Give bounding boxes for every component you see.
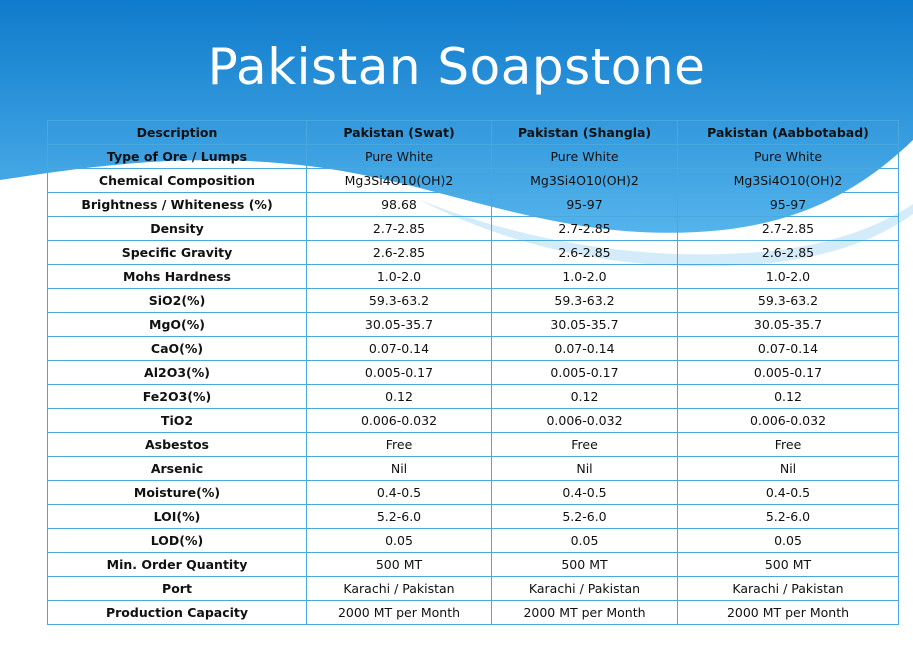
row-label: Moisture(%) (48, 481, 307, 505)
cell-aabbotabad: 2.7-2.85 (678, 217, 899, 241)
cell-shangla: 0.4-0.5 (492, 481, 678, 505)
cell-aabbotabad: 0.4-0.5 (678, 481, 899, 505)
table-row (48, 241, 899, 265)
cell-shangla: 95-97 (492, 193, 678, 217)
cell-swat: 98.68 (307, 193, 492, 217)
table-row (48, 265, 899, 289)
cell-aabbotabad: Mg3Si4O10(OH)2 (678, 169, 899, 193)
cell-shangla: 1.0-2.0 (492, 265, 678, 289)
cell-shangla: Mg3Si4O10(OH)2 (492, 169, 678, 193)
cell-swat: 0.05 (307, 529, 492, 553)
column-header-description: Description (48, 121, 307, 145)
table-row (48, 601, 899, 625)
cell-aabbotabad: Karachi / Pakistan (678, 577, 899, 601)
table-row (48, 313, 899, 337)
row-label: TiO2 (48, 409, 307, 433)
row-label: Type of Ore / Lumps (48, 145, 307, 169)
cell-swat: 2000 MT per Month (307, 601, 492, 625)
row-label: Min. Order Quantity (48, 553, 307, 577)
row-label: Fe2O3(%) (48, 385, 307, 409)
row-label: Al2O3(%) (48, 361, 307, 385)
table-row (48, 217, 899, 241)
table-row (48, 169, 899, 193)
cell-swat: 5.2-6.0 (307, 505, 492, 529)
column-header-aabbotabad: Pakistan (Aabbotabad) (678, 121, 899, 145)
row-label: Asbestos (48, 433, 307, 457)
cell-shangla: 0.05 (492, 529, 678, 553)
cell-aabbotabad: 30.05-35.7 (678, 313, 899, 337)
cell-swat: Pure White (307, 145, 492, 169)
row-label: Specific Gravity (48, 241, 307, 265)
row-label: SiO2(%) (48, 289, 307, 313)
specification-table (47, 120, 899, 625)
table-row (48, 577, 899, 601)
cell-swat: 2.7-2.85 (307, 217, 492, 241)
table-row (48, 481, 899, 505)
cell-aabbotabad: 0.12 (678, 385, 899, 409)
cell-shangla: 0.005-0.17 (492, 361, 678, 385)
table-header-row (48, 121, 899, 145)
table-row (48, 361, 899, 385)
cell-shangla: 0.07-0.14 (492, 337, 678, 361)
row-label: LOI(%) (48, 505, 307, 529)
cell-aabbotabad: 95-97 (678, 193, 899, 217)
cell-aabbotabad: Nil (678, 457, 899, 481)
cell-shangla: 5.2-6.0 (492, 505, 678, 529)
cell-shangla: Pure White (492, 145, 678, 169)
row-label: LOD(%) (48, 529, 307, 553)
table-row (48, 289, 899, 313)
cell-aabbotabad: 59.3-63.2 (678, 289, 899, 313)
cell-aabbotabad: 0.07-0.14 (678, 337, 899, 361)
cell-shangla: Free (492, 433, 678, 457)
cell-shangla: Karachi / Pakistan (492, 577, 678, 601)
cell-shangla: Nil (492, 457, 678, 481)
cell-swat: Mg3Si4O10(OH)2 (307, 169, 492, 193)
cell-swat: 0.006-0.032 (307, 409, 492, 433)
column-header-swat: Pakistan (Swat) (307, 121, 492, 145)
cell-aabbotabad: 5.2-6.0 (678, 505, 899, 529)
cell-swat: 0.12 (307, 385, 492, 409)
table-row (48, 193, 899, 217)
cell-swat: 0.07-0.14 (307, 337, 492, 361)
row-label: Production Capacity (48, 601, 307, 625)
cell-shangla: 2.7-2.85 (492, 217, 678, 241)
cell-shangla: 500 MT (492, 553, 678, 577)
table-row (48, 385, 899, 409)
cell-shangla: 2000 MT per Month (492, 601, 678, 625)
cell-aabbotabad: 2.6-2.85 (678, 241, 899, 265)
row-label: Mohs Hardness (48, 265, 307, 289)
cell-aabbotabad: Pure White (678, 145, 899, 169)
row-label: Chemical Composition (48, 169, 307, 193)
cell-shangla: 59.3-63.2 (492, 289, 678, 313)
table-row (48, 457, 899, 481)
cell-aabbotabad: Free (678, 433, 899, 457)
table-row (48, 553, 899, 577)
cell-aabbotabad: 500 MT (678, 553, 899, 577)
row-label: Brightness / Whiteness (%) (48, 193, 307, 217)
cell-swat: 30.05-35.7 (307, 313, 492, 337)
table-row (48, 505, 899, 529)
cell-swat: 1.0-2.0 (307, 265, 492, 289)
cell-swat: 0.005-0.17 (307, 361, 492, 385)
table-row (48, 145, 899, 169)
cell-aabbotabad: 0.05 (678, 529, 899, 553)
cell-aabbotabad: 1.0-2.0 (678, 265, 899, 289)
row-label: Port (48, 577, 307, 601)
cell-shangla: 0.006-0.032 (492, 409, 678, 433)
cell-aabbotabad: 0.005-0.17 (678, 361, 899, 385)
cell-swat: Karachi / Pakistan (307, 577, 492, 601)
cell-shangla: 2.6-2.85 (492, 241, 678, 265)
table-row (48, 337, 899, 361)
slide-title: Pakistan Soapstone (207, 38, 706, 96)
cell-swat: Free (307, 433, 492, 457)
cell-aabbotabad: 0.006-0.032 (678, 409, 899, 433)
column-header-shangla: Pakistan (Shangla) (492, 121, 678, 145)
table-row (48, 529, 899, 553)
table-row (48, 409, 899, 433)
row-label: Density (48, 217, 307, 241)
row-label: CaO(%) (48, 337, 307, 361)
cell-shangla: 30.05-35.7 (492, 313, 678, 337)
cell-shangla: 0.12 (492, 385, 678, 409)
cell-swat: 500 MT (307, 553, 492, 577)
cell-aabbotabad: 2000 MT per Month (678, 601, 899, 625)
cell-swat: 0.4-0.5 (307, 481, 492, 505)
row-label: MgO(%) (48, 313, 307, 337)
row-label: Arsenic (48, 457, 307, 481)
cell-swat: 2.6-2.85 (307, 241, 492, 265)
cell-swat: Nil (307, 457, 492, 481)
cell-swat: 59.3-63.2 (307, 289, 492, 313)
table-row (48, 433, 899, 457)
